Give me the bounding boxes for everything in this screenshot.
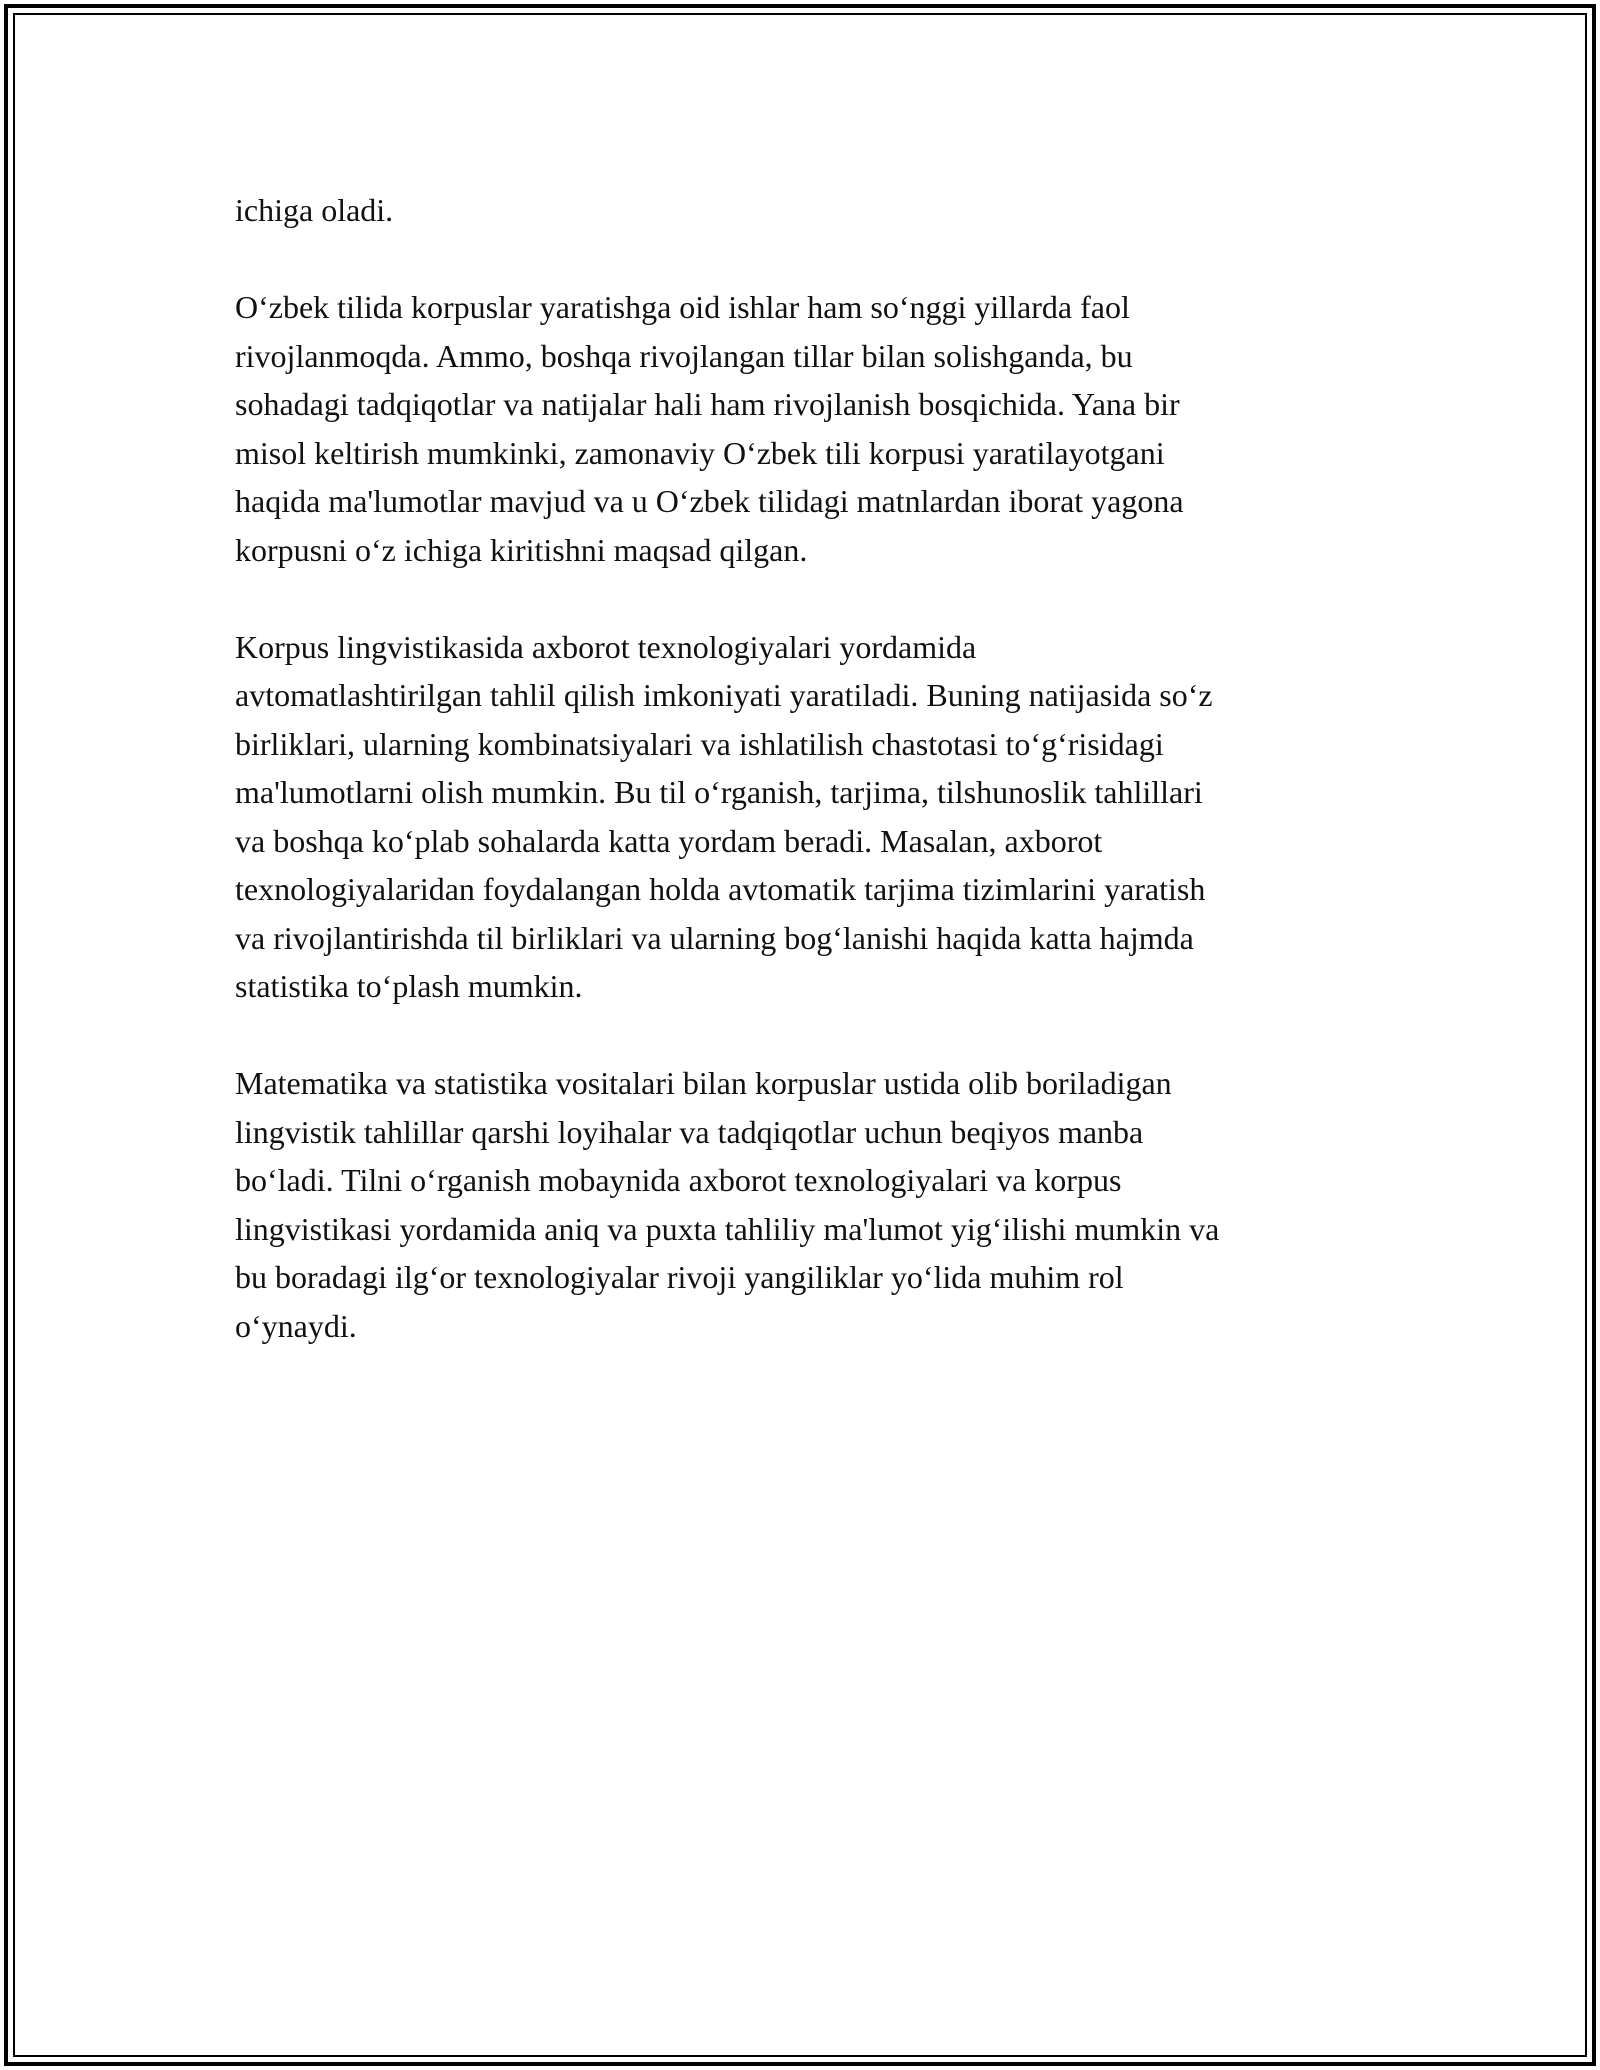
text-line: sohadagi tadqiqotlar va natijalar hali ham rivojlanish bosqichida. Yana bir bbox=[235, 386, 1180, 422]
text-line: birliklari, ularning kombinatsiyalari va ishlatilish chastotasi to‘g‘risidagi bbox=[235, 725, 1164, 762]
paragraph-3 bbox=[235, 623, 1405, 1011]
document-body bbox=[235, 186, 1405, 1350]
text-line: Korpus lingvistikasida axborot texnologiyalari yordamida bbox=[235, 628, 977, 665]
paragraph-2 bbox=[235, 283, 1405, 574]
text-line: o‘ynaydi. bbox=[235, 1307, 357, 1344]
text-line: O‘zbek tilida korpuslar yaratishga oid ishlar ham so‘nggi yillarda faol bbox=[235, 289, 1130, 325]
text-line: va rivojlantirishda til birliklari va ularning bog‘lanishi haqida katta hajmda bbox=[235, 919, 1194, 956]
text-line: statistika to‘plash mumkin. bbox=[235, 968, 583, 1004]
text-line: ichiga oladi. bbox=[235, 192, 394, 228]
paragraph-1 bbox=[235, 186, 1405, 235]
text-line: korpusni o‘z ichiga kiritishni maqsad qilgan. bbox=[235, 531, 808, 568]
text-line: haqida ma'lumotlar mavjud va u O‘zbek tilidagi matnlardan iborat yagona bbox=[235, 483, 1184, 519]
text-line: lingvistikasi yordamida aniq va puxta tahliliy ma'lumot yig‘ilishi mumkin va bbox=[235, 1210, 1220, 1247]
text-line: rivojlanmoqda. Ammo, boshqa rivojlangan tillar bilan solishganda, bu bbox=[235, 337, 1133, 374]
text-line: Matematika va statistika vositalari bilan korpuslar ustida olib boriladigan bbox=[235, 1065, 1172, 1101]
text-line: bu boradagi ilg‘or texnologiyalar rivoji yangiliklar yo‘lida muhim rol bbox=[235, 1259, 1124, 1295]
text-line: ma'lumotlarni olish mumkin. Bu til o‘rganish, tarjima, tilshunoslik tahlillari bbox=[235, 774, 1203, 810]
text-line: misol keltirish mumkinki, zamonaviy O‘zbek tili korpusi yaratilayotgani bbox=[235, 434, 1165, 471]
text-line: texnologiyalaridan foydalangan holda avtomatik tarjima tizimlarini yaratish bbox=[235, 871, 1206, 907]
text-line: avtomatlashtirilgan tahlil qilish imkoniyati yaratiladi. Buning natijasida so‘z bbox=[235, 677, 1213, 713]
text-line: bo‘ladi. Tilni o‘rganish mobaynida axborot texnologiyalari va korpus bbox=[235, 1162, 1122, 1198]
text-line: lingvistik tahlillar qarshi loyihalar va tadqiqotlar uchun beqiyos manba bbox=[235, 1113, 1144, 1150]
paragraph-4 bbox=[235, 1059, 1405, 1350]
text-line: va boshqa ko‘plab sohalarda katta yordam beradi. Masalan, axborot bbox=[235, 822, 1103, 859]
